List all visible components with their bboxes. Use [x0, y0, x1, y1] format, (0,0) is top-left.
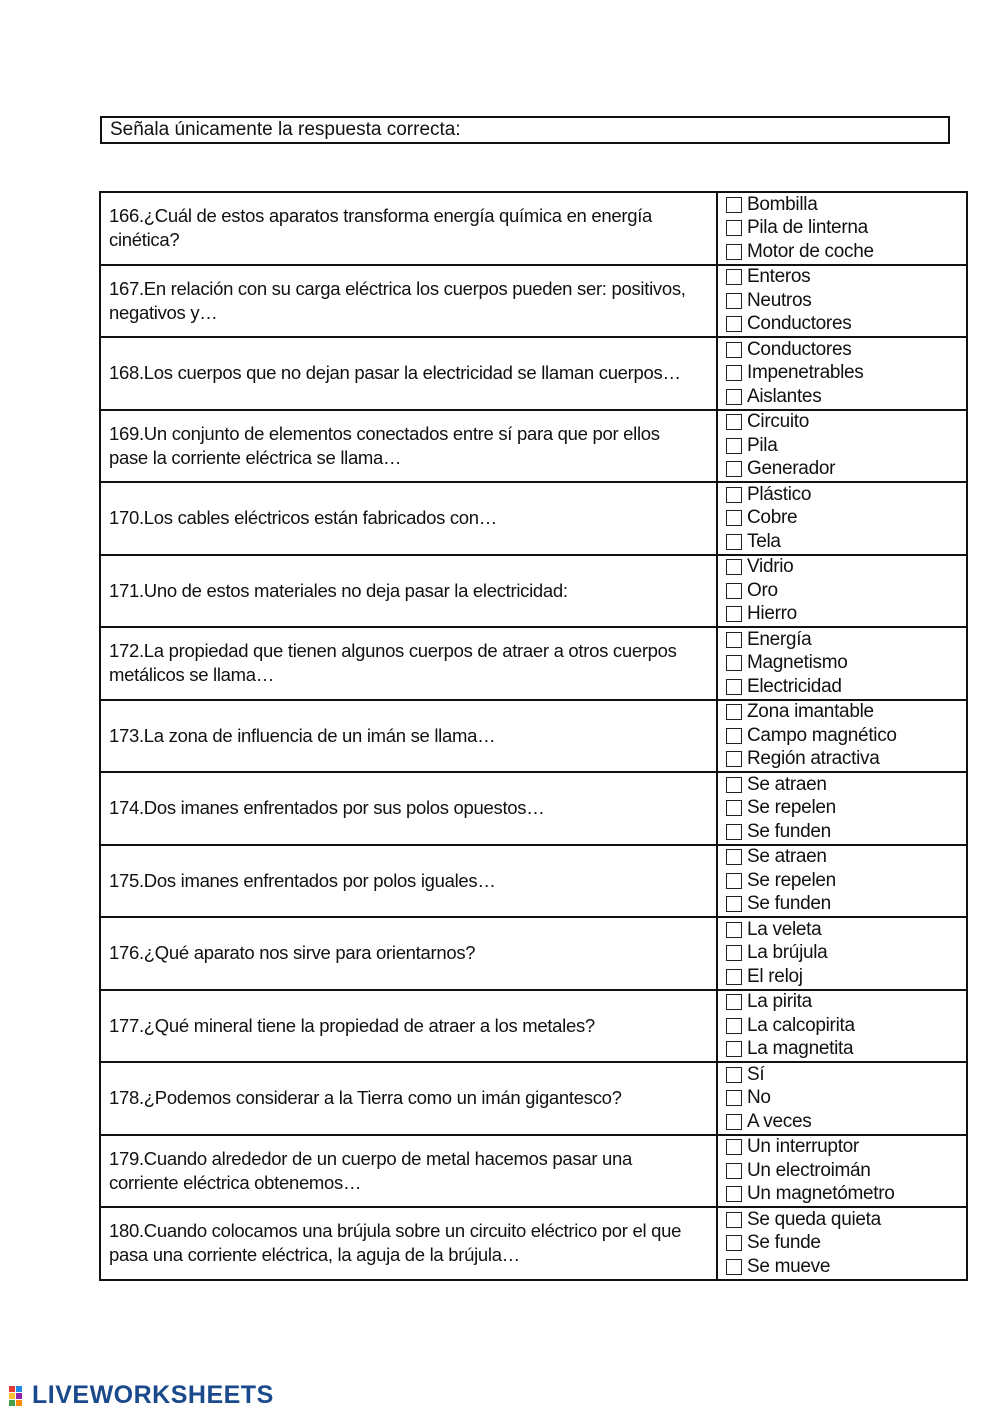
options-list: [718, 483, 966, 554]
answer-label: Un interruptor: [747, 1136, 859, 1158]
answer-option[interactable]: [718, 942, 966, 966]
answer-checkbox[interactable]: [726, 510, 742, 526]
question-row: [100, 772, 967, 845]
question-text: 175.Dos imanes enfrentados por polos iguales…: [109, 869, 496, 891]
question-row: [100, 192, 967, 265]
answer-checkbox[interactable]: [726, 220, 742, 236]
answer-checkbox[interactable]: [726, 1067, 742, 1083]
answer-label: Un magnetómetro: [747, 1183, 895, 1205]
options-list: [718, 918, 966, 989]
answer-label: Magnetismo: [747, 652, 848, 674]
answer-option[interactable]: [718, 628, 966, 652]
answer-option[interactable]: [718, 289, 966, 313]
answer-label: Hierro: [747, 603, 797, 625]
answer-option[interactable]: [718, 483, 966, 507]
answer-label: Región atractiva: [747, 748, 880, 770]
answer-checkbox[interactable]: [726, 777, 742, 793]
answer-checkbox[interactable]: [726, 389, 742, 405]
answer-option[interactable]: [718, 773, 966, 797]
instruction-box: [100, 116, 950, 144]
answer-checkbox[interactable]: [726, 679, 742, 695]
options-cell: [717, 990, 967, 1063]
answer-checkbox[interactable]: [726, 873, 742, 889]
answer-checkbox[interactable]: [726, 606, 742, 622]
question-row: [100, 917, 967, 990]
question-cell: [100, 555, 717, 628]
answer-option[interactable]: [718, 1063, 966, 1087]
question-cell: [100, 627, 717, 700]
question-row: [100, 410, 967, 483]
answer-option[interactable]: [718, 724, 966, 748]
answer-option[interactable]: [718, 797, 966, 821]
brand-name: LIVEWORKSHEETS: [32, 1380, 274, 1409]
question-text: 178.¿Podemos considerar a la Tierra como un imán gigantesco?: [109, 1087, 622, 1109]
answer-option[interactable]: [718, 266, 966, 290]
answer-label: Se repelen: [747, 797, 836, 819]
question-cell: [100, 917, 717, 990]
answer-label: Bombilla: [747, 193, 818, 215]
answer-label: Se repelen: [747, 869, 836, 891]
answer-label: No: [747, 1087, 771, 1109]
options-list: [718, 556, 966, 627]
options-list: [718, 338, 966, 409]
answer-label: Impenetrables: [747, 362, 864, 384]
options-list: [718, 773, 966, 844]
answer-checkbox[interactable]: [726, 1235, 742, 1251]
answer-checkbox[interactable]: [726, 559, 742, 575]
answer-checkbox[interactable]: [726, 316, 742, 332]
options-cell: [717, 410, 967, 483]
options-cell: [717, 192, 967, 265]
answer-label: La magnetita: [747, 1038, 854, 1060]
answer-label: La pirita: [747, 991, 812, 1013]
options-cell: [717, 482, 967, 555]
options-list: [718, 1208, 966, 1279]
question-row: [100, 482, 967, 555]
answer-option[interactable]: [718, 362, 966, 386]
options-cell: [717, 1135, 967, 1208]
question-cell: [100, 1135, 717, 1208]
answer-label: Pila: [747, 434, 778, 456]
answer-label: La calcopirita: [747, 1014, 855, 1036]
answer-label: La brújula: [747, 942, 828, 964]
options-cell: [717, 555, 967, 628]
question-row: [100, 265, 967, 338]
answer-label: Zona imantable: [747, 701, 874, 723]
quiz-table: [99, 191, 968, 1281]
question-row: [100, 627, 967, 700]
answer-checkbox[interactable]: [726, 728, 742, 744]
answer-checkbox[interactable]: [726, 293, 742, 309]
answer-checkbox[interactable]: [726, 583, 742, 599]
answer-checkbox[interactable]: [726, 1163, 742, 1179]
answer-option[interactable]: [718, 458, 966, 482]
answer-label: A veces: [747, 1110, 812, 1132]
answer-checkbox[interactable]: [726, 922, 742, 938]
answer-option[interactable]: [718, 434, 966, 458]
answer-option[interactable]: [718, 869, 966, 893]
answer-checkbox[interactable]: [726, 487, 742, 503]
question-cell: [100, 410, 717, 483]
options-cell: [717, 1062, 967, 1135]
answer-label: Campo magnético: [747, 724, 897, 746]
question-row: [100, 990, 967, 1063]
question-text: 172.La propiedad que tienen algunos cuerpos de atraer a otros cuerpos metálicos se llama…: [109, 640, 677, 686]
question-row: [100, 1135, 967, 1208]
answer-checkbox[interactable]: [726, 1186, 742, 1202]
answer-label: Enteros: [747, 266, 811, 288]
answer-checkbox[interactable]: [726, 969, 742, 985]
answer-option[interactable]: [718, 991, 966, 1015]
answer-label: Motor de coche: [747, 240, 874, 262]
question-text: 171.Uno de estos materiales no deja pasar la electricidad:: [109, 579, 568, 601]
answer-checkbox[interactable]: [726, 438, 742, 454]
answer-label: Se funde: [747, 1232, 821, 1254]
answer-checkbox[interactable]: [726, 751, 742, 767]
answer-option[interactable]: [718, 1232, 966, 1256]
answer-checkbox[interactable]: [726, 1114, 742, 1130]
liveworksheets-logo-icon: [8, 1383, 28, 1407]
answer-option[interactable]: [718, 338, 966, 362]
answer-checkbox[interactable]: [726, 945, 742, 961]
answer-option[interactable]: [718, 217, 966, 241]
answer-label: Un electroimán: [747, 1159, 871, 1181]
answer-checkbox[interactable]: [726, 896, 742, 912]
answer-label: La veleta: [747, 918, 822, 940]
instruction-text: Señala únicamente la respuesta correcta:: [110, 119, 461, 140]
question-text: 177.¿Qué mineral tiene la propiedad de atraer a los metales?: [109, 1014, 595, 1036]
answer-checkbox[interactable]: [726, 704, 742, 720]
answer-option[interactable]: [718, 530, 966, 554]
answer-checkbox[interactable]: [726, 849, 742, 865]
answer-option[interactable]: [718, 385, 966, 409]
answer-checkbox[interactable]: [726, 534, 742, 550]
answer-option[interactable]: [718, 1183, 966, 1207]
question-row: [100, 337, 967, 410]
question-cell: [100, 1062, 717, 1135]
question-text: 166.¿Cuál de estos aparatos transforma energía química en energía cinética?: [109, 205, 653, 251]
question-cell: [100, 337, 717, 410]
question-row: [100, 1207, 967, 1280]
answer-label: Se atraen: [747, 773, 827, 795]
options-list: [718, 701, 966, 772]
options-cell: [717, 700, 967, 773]
answer-label: Circuito: [747, 411, 810, 433]
answer-checkbox[interactable]: [726, 1139, 742, 1155]
question-cell: [100, 1207, 717, 1280]
answer-checkbox[interactable]: [726, 1018, 742, 1034]
question-cell: [100, 482, 717, 555]
answer-option[interactable]: [718, 1159, 966, 1183]
brand-footer: [8, 1380, 274, 1410]
answer-label: Aislantes: [747, 385, 822, 407]
answer-option[interactable]: [718, 1255, 966, 1279]
answer-option[interactable]: [718, 240, 966, 264]
answer-checkbox[interactable]: [726, 994, 742, 1010]
question-text: 174.Dos imanes enfrentados por sus polos opuestos…: [109, 797, 545, 819]
answer-option[interactable]: [718, 652, 966, 676]
answer-checkbox[interactable]: [726, 461, 742, 477]
answer-option[interactable]: [718, 1136, 966, 1160]
answer-option[interactable]: [718, 411, 966, 435]
answer-option[interactable]: [718, 507, 966, 531]
options-cell: [717, 917, 967, 990]
question-cell: [100, 990, 717, 1063]
answer-option[interactable]: [718, 1110, 966, 1134]
question-cell: [100, 265, 717, 338]
answer-label: Pila de linterna: [747, 217, 868, 239]
answer-option[interactable]: [718, 748, 966, 772]
answer-checkbox[interactable]: [726, 342, 742, 358]
answer-option[interactable]: [718, 579, 966, 603]
answer-label: Se queda quieta: [747, 1208, 881, 1230]
answer-checkbox[interactable]: [726, 365, 742, 381]
question-cell: [100, 192, 717, 265]
answer-checkbox[interactable]: [726, 655, 742, 671]
question-cell: [100, 772, 717, 845]
answer-checkbox[interactable]: [726, 244, 742, 260]
options-list: [718, 411, 966, 482]
answer-label: Oro: [747, 579, 778, 601]
answer-checkbox[interactable]: [726, 269, 742, 285]
answer-checkbox[interactable]: [726, 197, 742, 213]
answer-option[interactable]: [718, 846, 966, 870]
options-cell: [717, 772, 967, 845]
answer-option[interactable]: [718, 1087, 966, 1111]
answer-option[interactable]: [718, 313, 966, 337]
answer-checkbox[interactable]: [726, 824, 742, 840]
question-text: 170.Los cables eléctricos están fabricados con…: [109, 507, 497, 529]
options-list: [718, 193, 966, 264]
question-row: [100, 845, 967, 918]
question-text: 173.La zona de influencia de un imán se llama…: [109, 724, 496, 746]
question-text: 180.Cuando colocamos una brújula sobre un circuito eléctrico por el que pasa una corriente eléctrica, la aguja de la brújula…: [109, 1220, 682, 1266]
question-text: 167.En relación con su carga eléctrica los cuerpos pueden ser: positivos, negativos y…: [109, 277, 686, 323]
options-list: [718, 991, 966, 1062]
options-list: [718, 1063, 966, 1134]
question-text: 169.Un conjunto de elementos conectados entre sí para que por ellos pase la corriente eléctrica se llama…: [109, 422, 660, 468]
answer-option[interactable]: [718, 193, 966, 217]
answer-label: Conductores: [747, 313, 852, 335]
options-cell: [717, 1207, 967, 1280]
answer-label: Neutros: [747, 289, 812, 311]
answer-option[interactable]: [718, 675, 966, 699]
answer-checkbox[interactable]: [726, 1041, 742, 1057]
answer-option[interactable]: [718, 1208, 966, 1232]
answer-label: El reloj: [747, 965, 803, 987]
answer-label: Energía: [747, 628, 812, 650]
answer-label: Plástico: [747, 483, 812, 505]
answer-option[interactable]: [718, 820, 966, 844]
options-list: [718, 628, 966, 699]
answer-checkbox[interactable]: [726, 1090, 742, 1106]
answer-checkbox[interactable]: [726, 414, 742, 430]
answer-option[interactable]: [718, 918, 966, 942]
options-cell: [717, 265, 967, 338]
answer-option[interactable]: [718, 556, 966, 580]
options-cell: [717, 845, 967, 918]
answer-checkbox[interactable]: [726, 1259, 742, 1275]
answer-label: Se funden: [747, 893, 831, 915]
question-row: [100, 700, 967, 773]
answer-option[interactable]: [718, 965, 966, 989]
question-row: [100, 1062, 967, 1135]
answer-label: Se funden: [747, 820, 831, 842]
answer-option[interactable]: [718, 701, 966, 725]
question-text: 176.¿Qué aparato nos sirve para orientarnos?: [109, 942, 476, 964]
answer-label: Conductores: [747, 338, 852, 360]
options-list: [718, 1136, 966, 1207]
answer-option[interactable]: [718, 893, 966, 917]
options-list: [718, 266, 966, 337]
question-row: [100, 555, 967, 628]
answer-label: Vidrio: [747, 556, 794, 578]
question-text: 168.Los cuerpos que no dejan pasar la electricidad se llaman cuerpos…: [109, 362, 681, 384]
answer-option[interactable]: [718, 1014, 966, 1038]
answer-label: Se mueve: [747, 1255, 831, 1277]
options-list: [718, 846, 966, 917]
answer-label: Generador: [747, 458, 836, 480]
answer-checkbox[interactable]: [726, 1212, 742, 1228]
answer-label: Se atraen: [747, 846, 827, 868]
question-cell: [100, 845, 717, 918]
answer-checkbox[interactable]: [726, 632, 742, 648]
answer-label: Tela: [747, 530, 781, 552]
question-cell: [100, 700, 717, 773]
options-cell: [717, 627, 967, 700]
answer-checkbox[interactable]: [726, 800, 742, 816]
answer-label: Cobre: [747, 507, 798, 529]
answer-label: Sí: [747, 1063, 765, 1085]
question-text: 179.Cuando alrededor de un cuerpo de metal hacemos pasar una corriente eléctrica obtenemos…: [109, 1147, 632, 1193]
options-cell: [717, 337, 967, 410]
answer-label: Electricidad: [747, 675, 842, 697]
answer-option[interactable]: [718, 603, 966, 627]
answer-option[interactable]: [718, 1038, 966, 1062]
